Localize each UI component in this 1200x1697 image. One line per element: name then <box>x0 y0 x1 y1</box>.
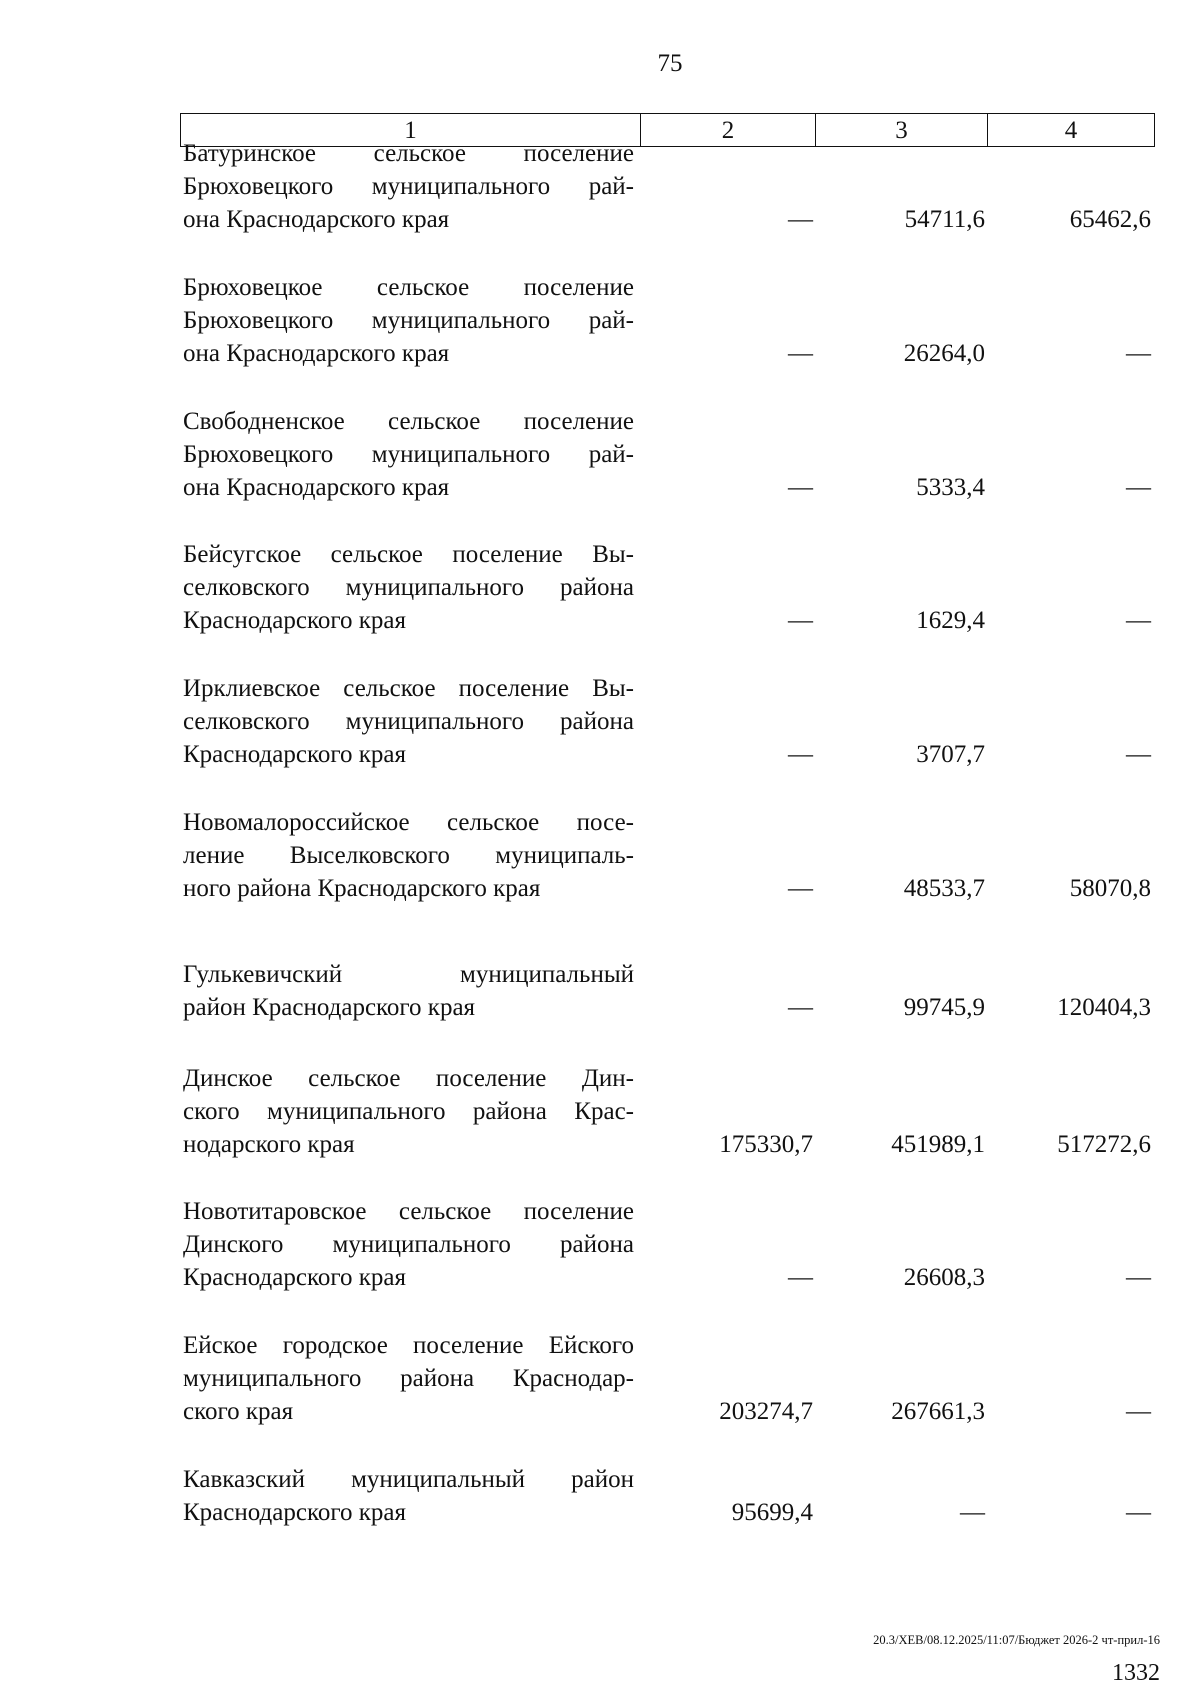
cell-col-2: — <box>788 474 813 501</box>
name-line: Краснодарского края <box>183 607 406 634</box>
row-name <box>180 958 640 1024</box>
name-line: Гулькевичский муниципальный <box>183 961 634 988</box>
cell-col-4: 58070,8 <box>1069 875 1151 902</box>
name-line: Ирклиевское сельское поселение Вы- <box>183 675 634 702</box>
table-row <box>180 1463 1155 1529</box>
row-name <box>180 1329 640 1428</box>
row-name <box>180 1195 640 1294</box>
name-line: она Краснодарского края <box>183 206 450 233</box>
cell-col-4: — <box>1126 1499 1151 1526</box>
cell-col-4: 120404,3 <box>1057 994 1151 1021</box>
row-name <box>180 538 640 637</box>
row-name <box>180 1463 640 1529</box>
name-line: ного района Краснодарского края <box>183 875 541 902</box>
header-col-4: 4 <box>1064 116 1078 144</box>
table-row <box>180 958 1155 1024</box>
cell-col-4: — <box>1126 340 1151 367</box>
name-line: Брюховецкого муниципального рай- <box>183 173 634 200</box>
name-line: Ейское городское поселение Ейского <box>183 1332 634 1359</box>
page-number: 75 <box>657 50 683 77</box>
cell-col-3: 267661,3 <box>891 1398 985 1425</box>
row-name <box>180 405 640 504</box>
cell-col-4: — <box>1126 741 1151 768</box>
cell-col-3: 3707,7 <box>916 741 985 768</box>
cell-col-4: — <box>1126 1398 1151 1425</box>
table-row <box>180 1329 1155 1428</box>
row-name <box>180 271 640 370</box>
cell-col-4: — <box>1126 607 1151 634</box>
name-line: ского края <box>183 1398 294 1425</box>
row-name <box>180 1062 640 1161</box>
cell-col-3: — <box>960 1499 985 1526</box>
name-line: Брюховецкого муниципального рай- <box>183 441 634 468</box>
name-line: Батуринское сельское поселение <box>183 140 634 167</box>
cell-col-3: 5333,4 <box>916 474 985 501</box>
name-line: Новотитаровское сельское поселение <box>183 1198 634 1225</box>
name-line: Брюховецкого муниципального рай- <box>183 307 634 334</box>
cell-col-2: — <box>788 607 813 634</box>
cell-col-3: 26264,0 <box>903 340 985 367</box>
cell-col-3: 99745,9 <box>903 994 985 1021</box>
table-row <box>180 1062 1155 1161</box>
name-line: муниципального района Краснодар- <box>183 1365 634 1392</box>
name-line: Новомалороссийское сельское посе- <box>183 809 634 836</box>
header-col-3: 3 <box>816 114 988 146</box>
cell-col-4: 517272,6 <box>1057 1131 1151 1158</box>
table-row <box>180 137 1155 236</box>
cell-col-2: — <box>788 206 813 233</box>
cell-col-3: 48533,7 <box>903 875 985 902</box>
cell-col-2: 175330,7 <box>719 1131 813 1158</box>
name-line: Свободненское сельское поселение <box>183 408 634 435</box>
cell-col-2: — <box>788 875 813 902</box>
name-line: нодарского края <box>183 1131 355 1158</box>
cell-col-4: — <box>1126 1264 1151 1291</box>
name-line: Краснодарского края <box>183 1264 406 1291</box>
row-name <box>180 672 640 771</box>
name-line: Динского муниципального района <box>183 1231 634 1258</box>
name-line: она Краснодарского края <box>183 474 450 501</box>
name-line: Краснодарского края <box>183 1499 406 1526</box>
name-line: Краснодарского края <box>183 741 406 768</box>
cell-col-2: — <box>788 1264 813 1291</box>
table-row <box>180 271 1155 370</box>
header-col-1: 1 <box>181 114 641 146</box>
row-name <box>180 806 640 905</box>
row-name <box>180 137 640 236</box>
name-line: район Краснодарского края <box>183 994 476 1021</box>
name-line: Динское сельское поселение Дин- <box>183 1065 634 1092</box>
table-row <box>180 538 1155 637</box>
cell-col-2: 95699,4 <box>731 1499 813 1526</box>
cell-col-3: 26608,3 <box>903 1264 985 1291</box>
table-row <box>180 405 1155 504</box>
document-code: 20.3/ХЕВ/08.12.2025/11:07/Бюджет 2026-2 чт-прил-16 <box>873 1633 1160 1647</box>
name-line: ление Выселковского муниципаль- <box>183 842 634 869</box>
cell-col-3: 54711,6 <box>904 206 985 233</box>
cell-col-2: 203274,7 <box>719 1398 813 1425</box>
cell-col-3: 451989,1 <box>891 1131 985 1158</box>
cell-col-4: — <box>1126 474 1151 501</box>
name-line: селковского муниципального района <box>183 708 634 735</box>
name-line: она Краснодарского края <box>183 340 450 367</box>
table-row <box>180 672 1155 771</box>
cell-col-2: — <box>788 340 813 367</box>
name-line: Брюховецкое сельское поселение <box>183 274 634 301</box>
name-line: Кавказский муниципальный район <box>183 1466 634 1493</box>
name-line: Бейсугское сельское поселение Вы- <box>183 541 634 568</box>
table-row <box>180 806 1155 905</box>
header-col-2: 2 <box>641 114 816 146</box>
cell-col-2: — <box>788 994 813 1021</box>
name-line: ского муниципального района Крас- <box>183 1098 634 1125</box>
cell-col-3: 1629,4 <box>916 607 985 634</box>
table-row <box>180 1195 1155 1294</box>
footer-number: 1332 <box>1112 1660 1160 1686</box>
name-line: селковского муниципального района <box>183 574 634 601</box>
cell-col-4: 65462,6 <box>1069 206 1151 233</box>
cell-col-2: — <box>788 741 813 768</box>
